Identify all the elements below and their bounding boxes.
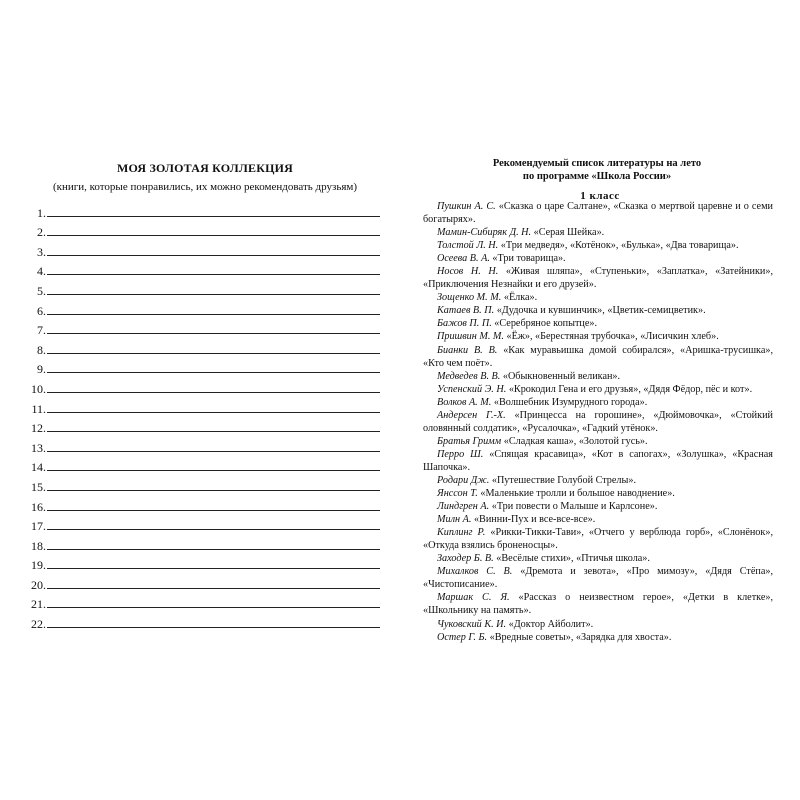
entry-author: Носов Н. Н. [437,266,499,278]
entry-titles: «Ёлка». [501,292,538,304]
blank-rule [47,568,380,569]
entry-titles: «Дудочка и кувшинчик», «Цветик-семицветик». [494,305,706,317]
line-number: 20. [31,577,46,592]
reading-list-entry [423,330,773,343]
blank-rule [47,588,380,589]
writing-line [30,473,380,493]
entry-author: Мамин-Сибиряк Д. Н. [437,227,532,239]
writing-line [30,610,380,630]
reading-list-title-line1: Рекомендуемый список литературы на лето [492,158,702,169]
writing-line [30,297,380,317]
entry-author: Андерсен Г.-Х. [437,409,506,421]
blank-rule [47,549,380,550]
writing-line [30,552,380,572]
left-page-subtitle: (книги, которые понравились, их можно рекомендовать друзьям) [52,181,358,193]
writing-line [30,375,380,395]
blank-rule [47,372,380,373]
blank-rule [47,392,380,393]
blank-rule [47,353,380,354]
entry-titles: «Доктор Айболит». [506,618,594,630]
reading-list-entry [423,304,773,317]
writing-line [30,571,380,591]
entry-titles: «Винни-Пух и все-все-все». [471,514,596,526]
entry-author: Милн А. [437,514,472,526]
writing-line [30,219,380,239]
reading-list-entry [423,500,773,513]
blank-rule [47,470,380,471]
line-number: 8. [37,342,46,357]
reading-list-entry [423,631,773,644]
writing-line [30,591,380,611]
entry-author: Осеева В. А. [437,253,490,265]
entry-titles: «Как муравьишка домой собирался», «Аришка-трусишка», «Кто чем поёт». [423,344,773,369]
writing-line [30,532,380,552]
reading-list-entry [423,526,773,552]
line-number: 13. [31,440,46,455]
entry-author: Толстой Л. Н. [437,240,499,252]
reading-list-entry [423,552,773,565]
blank-rule [47,431,380,432]
reading-list-entry [423,448,773,474]
entry-titles: «Три медведя», «Котёнок», «Булька», «Два товарища». [498,240,739,252]
left-page-title: МОЯ ЗОЛОТАЯ КОЛЛЕКЦИЯ [116,161,294,175]
entry-author: Зощенко М. М. [437,292,502,304]
writing-line [30,199,380,219]
writing-line [30,454,380,474]
entry-titles: «Обыкновенный великан». [500,370,621,382]
line-number: 3. [37,244,46,259]
entry-titles: «Сказка о царе Салтане», «Сказка о мертвой царевне и о семи богатырях». [423,201,773,226]
blank-rule [47,333,380,334]
entry-titles: «Маленькие тролли и большое наводнение». [477,488,675,500]
reading-list-entry [423,618,773,631]
reading-list-entry [423,474,773,487]
reading-list-entry [423,239,773,252]
blank-rule [47,627,380,628]
entry-titles: «Рассказ о неизвестном герое», «Детки в клетке», «Школьнику на память». [423,592,774,617]
reading-list-entry [423,396,773,409]
line-number: 15. [31,479,46,494]
reading-list-entry [423,226,773,239]
blank-rule [47,274,380,275]
entry-author: Волков А. М. [437,396,492,408]
right-page [400,0,800,800]
entry-author: Бажов П. П. [437,318,492,330]
reading-list-entry [423,344,773,370]
line-number: 7. [37,323,46,338]
reading-list-entry [423,591,773,617]
entry-titles: «Серая Шейка». [531,227,605,239]
entry-author: Перро Ш. [437,448,484,460]
line-number: 16. [31,499,46,514]
entry-titles: «Живая шляпа», «Ступеньки», «Заплатка», «Затейники», «Приключения Незнайки и его друзей». [423,266,773,291]
reading-list-entry [423,200,773,226]
blank-rule [47,510,380,511]
reading-list-entry [423,513,773,526]
entry-author: Маршак С. Я. [437,592,510,604]
entry-author: Родари Дж. [437,474,490,486]
entry-titles: «Дремота и зевота», «Про мимозу», «Дядя Стёпа», «Чистописание». [423,566,773,591]
entry-author: Остер Г. Б. [437,631,488,643]
writing-line [30,238,380,258]
reading-list-entry [423,383,773,396]
writing-line [30,258,380,278]
entry-author: Братья Гримм [437,435,502,447]
line-number: 4. [37,264,46,279]
entry-author: Пришвин М. М. [437,331,504,343]
writing-line [30,434,380,454]
writing-line [30,356,380,376]
reading-list [423,200,773,644]
reading-list-entry [423,487,773,500]
line-number: 11. [31,401,46,416]
line-number: 1. [37,205,46,220]
entry-author: Чуковский К. И. [437,618,507,630]
writing-line [30,277,380,297]
entry-author: Киплинг Р. [437,527,486,539]
reading-list-entry [423,435,773,448]
line-number: 14. [31,460,46,475]
line-number: 6. [37,303,46,318]
grade-heading: 1 класс [580,190,620,202]
entry-titles: «Весёлые стихи», «Птичья школа». [493,553,650,565]
entry-author: Заходер Б. В. [437,553,494,565]
reading-list-title-line2: по программе «Школа России» [522,171,672,182]
entry-titles: «Три повести о Малыше и Карлсоне». [489,501,658,513]
blank-rule [47,216,380,217]
line-number: 17. [31,519,46,534]
blank-rule [47,314,380,315]
entry-titles: «Сладкая каша», «Золотой гусь». [501,435,648,447]
reading-list-entry [423,252,773,265]
line-number: 5. [37,283,46,298]
entry-author: Медведев В. В. [437,370,501,382]
blank-rule [47,412,380,413]
reading-list-entry [423,565,773,591]
entry-author: Янссон Т. [437,488,478,500]
entry-titles: «Вредные советы», «Зарядка для хвоста». [487,631,672,643]
line-number: 10. [31,381,46,396]
blank-rule [47,235,380,236]
entry-author: Линдгрен А. [437,501,490,513]
blank-rule [47,255,380,256]
entry-author: Бианки В. В. [437,344,498,356]
writing-line [30,493,380,513]
line-number: 21. [31,597,46,612]
entry-author: Успенский Э. Н. [437,383,507,395]
writing-line [30,317,380,337]
entry-titles: «Серебряное копытце». [491,318,598,330]
entry-author: Пушкин А. С. [437,201,496,212]
entry-titles: «Волшебник Изумрудного города». [491,396,648,408]
writing-lines [30,199,380,630]
entry-titles: «Три товарища». [489,253,566,265]
entry-author: Михалков С. В. [437,566,513,578]
blank-rule [47,451,380,452]
entry-titles: «Принцесса на горошине», «Дюймовочка», «Стойкий оловянный солдатик», «Русалочка», «Гадкий утёнок». [423,409,773,434]
entry-titles: «Спящая красавица», «Кот в сапогах», «Золушка», «Красная Шапочка». [423,448,773,473]
blank-rule [47,294,380,295]
line-number: 2. [37,225,46,240]
writing-line [30,395,380,415]
reading-list-entry [423,291,773,304]
reading-list-entry [423,370,773,383]
entry-titles: «Крокодил Гена и его друзья», «Дядя Фёдор, пёс и кот». [506,383,753,395]
blank-rule [47,607,380,608]
blank-rule [47,529,380,530]
entry-titles: «Ёж», «Берестяная трубочка», «Лисичкин хлеб». [503,331,719,343]
writing-line [30,336,380,356]
entry-author: Катаев В. П. [437,305,495,317]
line-number: 19. [31,558,46,573]
line-number: 22. [31,617,46,632]
reading-list-entry [423,265,773,291]
line-number: 12. [31,421,46,436]
writing-line [30,513,380,533]
blank-rule [47,490,380,491]
reading-list-entry [423,409,773,435]
entry-titles: «Рикки-Тикки-Тави», «Отчего у верблюда горб», «Слонёнок», «Откуда взялись броненосцы». [423,527,773,552]
reading-list-title [482,157,712,183]
line-number: 18. [31,538,46,553]
reading-list-entry [423,317,773,330]
line-number: 9. [37,362,46,377]
entry-titles: «Путешествие Голубой Стрелы». [489,474,636,486]
writing-line [30,415,380,435]
